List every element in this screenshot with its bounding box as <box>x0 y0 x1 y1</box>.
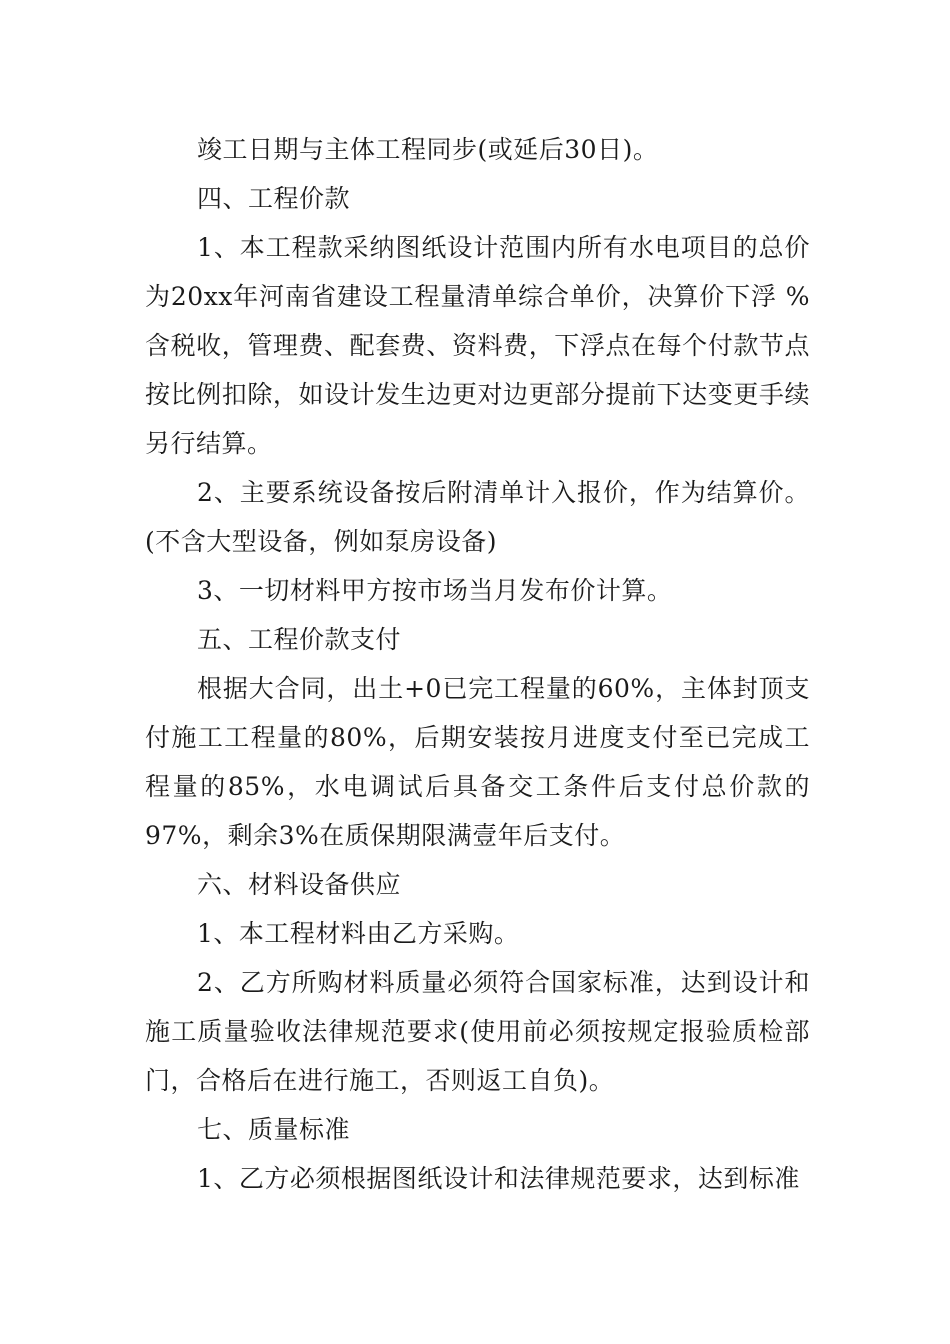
section-heading-price: 四、工程价款 <box>197 184 351 213</box>
paragraph-completion-date: 竣工日期与主体工程同步(或延后30日)。 <box>197 135 659 164</box>
section-heading-payment: 五、工程价款支付 <box>197 625 402 654</box>
paragraph-price-3: 3、一切材料甲方按市场当月发布价计算。 <box>197 576 673 605</box>
paragraph-price-2: 2、主要系统设备按后附清单计入报价，作为结算价。(不含大型设备，例如泵房设备) <box>145 478 810 556</box>
section-heading-supply: 六、材料设备供应 <box>197 870 402 899</box>
paragraph-quality-1: 1、乙方必须根据图纸设计和法律规范要求，达到标准 <box>197 1164 800 1193</box>
paragraph-supply-2: 2、乙方所购材料质量必须符合国家标准，达到设计和施工质量验收法律规范要求(使用前必须按规定报验质检部门，合格后在进行施工，否则返工自负)。 <box>145 968 810 1095</box>
paragraph-supply-1: 1、本工程材料由乙方采购。 <box>197 919 520 948</box>
paragraph-price-1: 1、本工程款采纳图纸设计范围内所有水电项目的总价为20xx年河南省建设工程量清单综合单价，决算价下浮 %含税收，管理费、配套费、资料费，下浮点在每个付款节点按比例扣除，如设计发生边更对边更部分提前下达变更手续另行结算。 <box>145 233 810 458</box>
section-heading-quality: 七、质量标准 <box>197 1115 351 1144</box>
paragraph-payment: 根据大合同，出土+0已完工程量的60%，主体封顶支付施工工程量的80%，后期安装按月进度支付至已完成工程量的85%，水电调试后具备交工条件后支付总价款的97%，剩余3%在质保期限满壹年后支付。 <box>145 674 810 850</box>
document-body <box>145 125 810 1203</box>
